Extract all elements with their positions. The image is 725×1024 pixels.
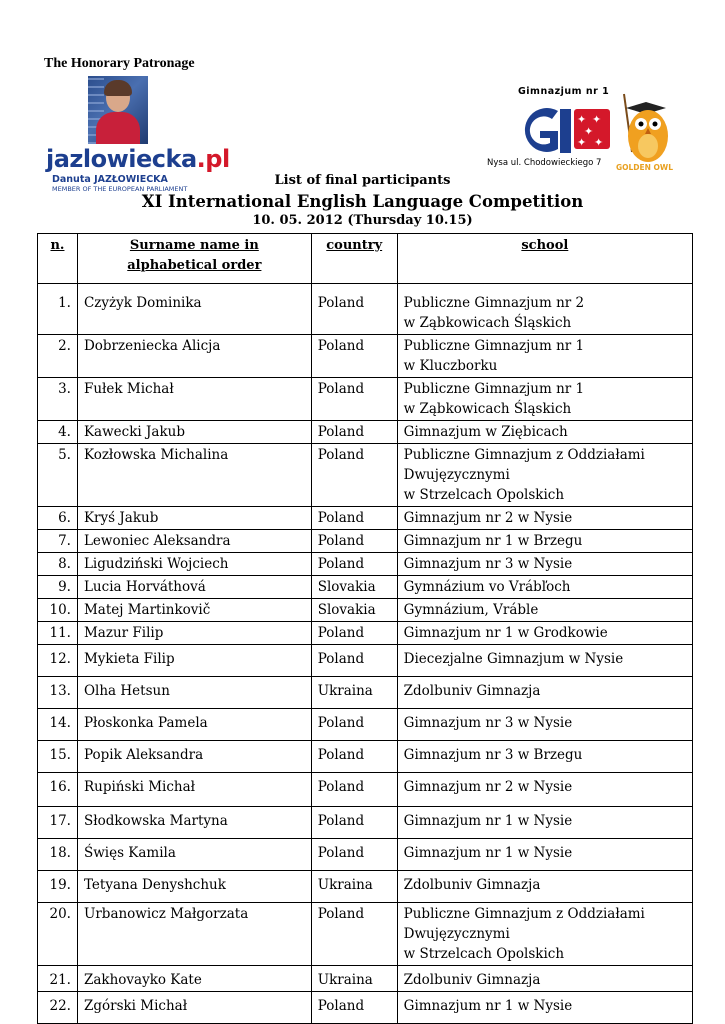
participant-school — [397, 284, 692, 335]
table-row — [38, 966, 693, 992]
table-row — [38, 444, 693, 507]
sponsor-role: MEMBER OF THE EUROPEAN PARLIAMENT — [52, 185, 188, 193]
participant-country: Ukraina — [311, 677, 397, 709]
table-row — [38, 839, 693, 871]
table-row — [38, 645, 693, 677]
row-number: 2. — [38, 335, 78, 378]
school-line: Gimnazjum nr 1 w Nysie — [403, 813, 573, 829]
table-row — [38, 677, 693, 709]
col-header-number: n. — [38, 234, 78, 284]
school-line: Dwujęzycznymi — [403, 926, 510, 942]
school-line: Zdolbuniv Gimnazja — [403, 877, 541, 893]
row-number: 4. — [38, 421, 78, 444]
school-line: Publiczne Gimnazjum z Oddziałami — [403, 906, 645, 922]
school-logo-title: Gimnazjum nr 1 — [518, 86, 610, 97]
participant-country: Poland — [311, 335, 397, 378]
table-row — [38, 553, 693, 576]
participant-country: Poland — [311, 709, 397, 741]
participant-country: Poland — [311, 507, 397, 530]
table-row — [38, 576, 693, 599]
row-number: 9. — [38, 576, 78, 599]
table-row — [38, 599, 693, 622]
school-line: Publiczne Gimnazjum z Oddziałami — [403, 447, 645, 463]
row-number: 22. — [38, 992, 78, 1024]
school-line: Diecezjalne Gimnazjum w Nysie — [403, 651, 624, 667]
participant-country: Poland — [311, 773, 397, 807]
participant-name: Słodkowska Martyna — [77, 807, 311, 839]
school-line: Publiczne Gimnazjum nr 2 — [403, 295, 585, 311]
school-line: Gymnázium, Vráble — [403, 602, 539, 618]
participant-school — [397, 378, 692, 421]
participant-country: Slovakia — [311, 599, 397, 622]
table-row — [38, 903, 693, 966]
participant-name: Urbanowicz Małgorzata — [77, 903, 311, 966]
school-line: Gimnazjum nr 3 w Nysie — [403, 556, 573, 572]
participant-country: Poland — [311, 530, 397, 553]
participant-country: Poland — [311, 741, 397, 773]
table-row — [38, 622, 693, 645]
row-number: 13. — [38, 677, 78, 709]
participant-name: Dobrzeniecka Alicja — [77, 335, 311, 378]
participant-country: Ukraina — [311, 871, 397, 903]
participant-country: Poland — [311, 807, 397, 839]
participant-country: Slovakia — [311, 576, 397, 599]
participant-name: Tetyana Denyshchuk — [77, 871, 311, 903]
sponsor-name: Danuta JAZŁOWIECKA — [52, 174, 168, 185]
school-line: Gimnazjum w Ziębicach — [403, 424, 568, 440]
participant-country: Poland — [311, 553, 397, 576]
row-number: 1. — [38, 284, 78, 335]
participant-name: Ligudziński Wojciech — [77, 553, 311, 576]
participant-name: Lewoniec Aleksandra — [77, 530, 311, 553]
col-header-school: school — [397, 234, 692, 284]
participant-name: Czyżyk Dominika — [77, 284, 311, 335]
patronage-label: The Honorary Patronage — [44, 56, 195, 71]
participant-school — [397, 709, 692, 741]
row-number: 21. — [38, 966, 78, 992]
participant-name: Popik Aleksandra — [77, 741, 311, 773]
row-number: 15. — [38, 741, 78, 773]
table-row — [38, 421, 693, 444]
participant-name: Lucia Horváthová — [77, 576, 311, 599]
svg-text:✦: ✦ — [577, 136, 587, 149]
participant-school — [397, 645, 692, 677]
row-number: 18. — [38, 839, 78, 871]
participant-country: Poland — [311, 421, 397, 444]
participant-name: Płoskonka Pamela — [77, 709, 311, 741]
participant-name: Olha Hetsun — [77, 677, 311, 709]
row-number: 12. — [38, 645, 78, 677]
sponsor-logo: jazlowiecka.pl — [46, 145, 230, 173]
event-date: 10. 05. 2012 (Thursday 10.15) — [252, 213, 473, 228]
school-line: Gimnazjum nr 3 w Nysie — [403, 715, 573, 731]
participant-name: Święs Kamila — [77, 839, 311, 871]
participant-name: Zakhovayko Kate — [77, 966, 311, 992]
table-row — [38, 741, 693, 773]
row-number: 17. — [38, 807, 78, 839]
table-row — [38, 335, 693, 378]
participant-school — [397, 507, 692, 530]
table-row — [38, 773, 693, 807]
svg-text:GOLDEN OWL: GOLDEN OWL — [616, 163, 673, 172]
school-line: w Strzelcach Opolskich — [403, 487, 565, 503]
participant-name: Rupiński Michał — [77, 773, 311, 807]
participant-country: Poland — [311, 839, 397, 871]
participant-country: Poland — [311, 622, 397, 645]
participant-school — [397, 599, 692, 622]
table-row — [38, 507, 693, 530]
participant-school — [397, 553, 692, 576]
school-line: Gimnazjum nr 1 w Brzegu — [403, 533, 583, 549]
table-row — [38, 530, 693, 553]
participant-name: Mykieta Filip — [77, 645, 311, 677]
participant-country: Poland — [311, 284, 397, 335]
row-number: 8. — [38, 553, 78, 576]
school-line: Gimnazjum nr 1 w Nysie — [403, 998, 573, 1014]
participant-name: Kozłowska Michalina — [77, 444, 311, 507]
row-number: 10. — [38, 599, 78, 622]
table-row — [38, 378, 693, 421]
school-line: w Strzelcach Opolskich — [403, 946, 565, 962]
school-line: w Kluczborku — [403, 358, 498, 374]
participant-name: Kryś Jakub — [77, 507, 311, 530]
table-row — [38, 871, 693, 903]
school-line: Gimnazjum nr 2 w Nysie — [403, 779, 573, 795]
participant-school — [397, 773, 692, 807]
participant-name: Matej Martinkovič — [77, 599, 311, 622]
participant-name: Fułek Michał — [77, 378, 311, 421]
participant-school — [397, 421, 692, 444]
participant-country: Poland — [311, 992, 397, 1024]
school-line: w Ząbkowicach Śląskich — [403, 315, 572, 331]
school-line: Gymnázium vo Vrábľoch — [403, 579, 571, 595]
table-row — [38, 709, 693, 741]
school-line: w Ząbkowicach Śląskich — [403, 401, 572, 417]
owl-label — [616, 161, 682, 173]
table-row — [38, 992, 693, 1024]
school-line: Zdolbuniv Gimnazja — [403, 683, 541, 699]
participant-country: Poland — [311, 903, 397, 966]
school-line: Publiczne Gimnazjum nr 1 — [403, 381, 585, 397]
school-line: Dwujęzycznymi — [403, 467, 510, 483]
school-line: Publiczne Gimnazjum nr 1 — [403, 338, 585, 354]
row-number: 14. — [38, 709, 78, 741]
participant-name: Mazur Filip — [77, 622, 311, 645]
participant-country: Poland — [311, 645, 397, 677]
row-number: 5. — [38, 444, 78, 507]
col-header-country: country — [311, 234, 397, 284]
school-line: Gimnazjum nr 2 w Nysie — [403, 510, 573, 526]
page-title: XI International English Language Competition — [141, 192, 584, 211]
svg-text:✦: ✦ — [592, 113, 602, 126]
participant-school — [397, 335, 692, 378]
svg-text:✦: ✦ — [594, 136, 604, 149]
participant-school — [397, 807, 692, 839]
participant-school — [397, 576, 692, 599]
participant-school — [397, 966, 692, 992]
row-number: 7. — [38, 530, 78, 553]
participant-school — [397, 444, 692, 507]
row-number: 3. — [38, 378, 78, 421]
svg-text:✦: ✦ — [584, 125, 594, 138]
row-number: 16. — [38, 773, 78, 807]
participant-school — [397, 839, 692, 871]
col-header-name: Surname name in alphabetical order — [77, 234, 311, 284]
participant-school — [397, 622, 692, 645]
patron-photo — [88, 76, 148, 144]
participant-country: Poland — [311, 378, 397, 421]
school-line: Gimnazjum nr 1 w Grodkowie — [403, 625, 608, 641]
row-number: 19. — [38, 871, 78, 903]
participant-country: Ukraina — [311, 966, 397, 992]
school-address: Nysa ul. Chodowieckiego 7 — [487, 158, 602, 168]
school-logo — [514, 103, 614, 159]
row-number: 6. — [38, 507, 78, 530]
golden-owl-logo — [616, 92, 678, 172]
participant-school — [397, 871, 692, 903]
school-line: Gimnazjum nr 3 w Brzegu — [403, 747, 583, 763]
participant-school — [397, 992, 692, 1024]
participant-school — [397, 530, 692, 553]
school-line: Zdolbuniv Gimnazja — [403, 972, 541, 988]
participant-school — [397, 903, 692, 966]
participant-name: Kawecki Jakub — [77, 421, 311, 444]
list-title: List of final participants — [274, 173, 451, 188]
participant-name: Zgórski Michał — [77, 992, 311, 1024]
table-row — [38, 284, 693, 335]
school-line: Gimnazjum nr 1 w Nysie — [403, 845, 573, 861]
participant-school — [397, 677, 692, 709]
participants-table — [37, 233, 693, 1024]
participant-country: Poland — [311, 444, 397, 507]
row-number: 11. — [38, 622, 78, 645]
table-row — [38, 807, 693, 839]
svg-text:✦: ✦ — [577, 113, 587, 126]
participant-school — [397, 741, 692, 773]
table-header-row — [38, 234, 693, 284]
row-number: 20. — [38, 903, 78, 966]
